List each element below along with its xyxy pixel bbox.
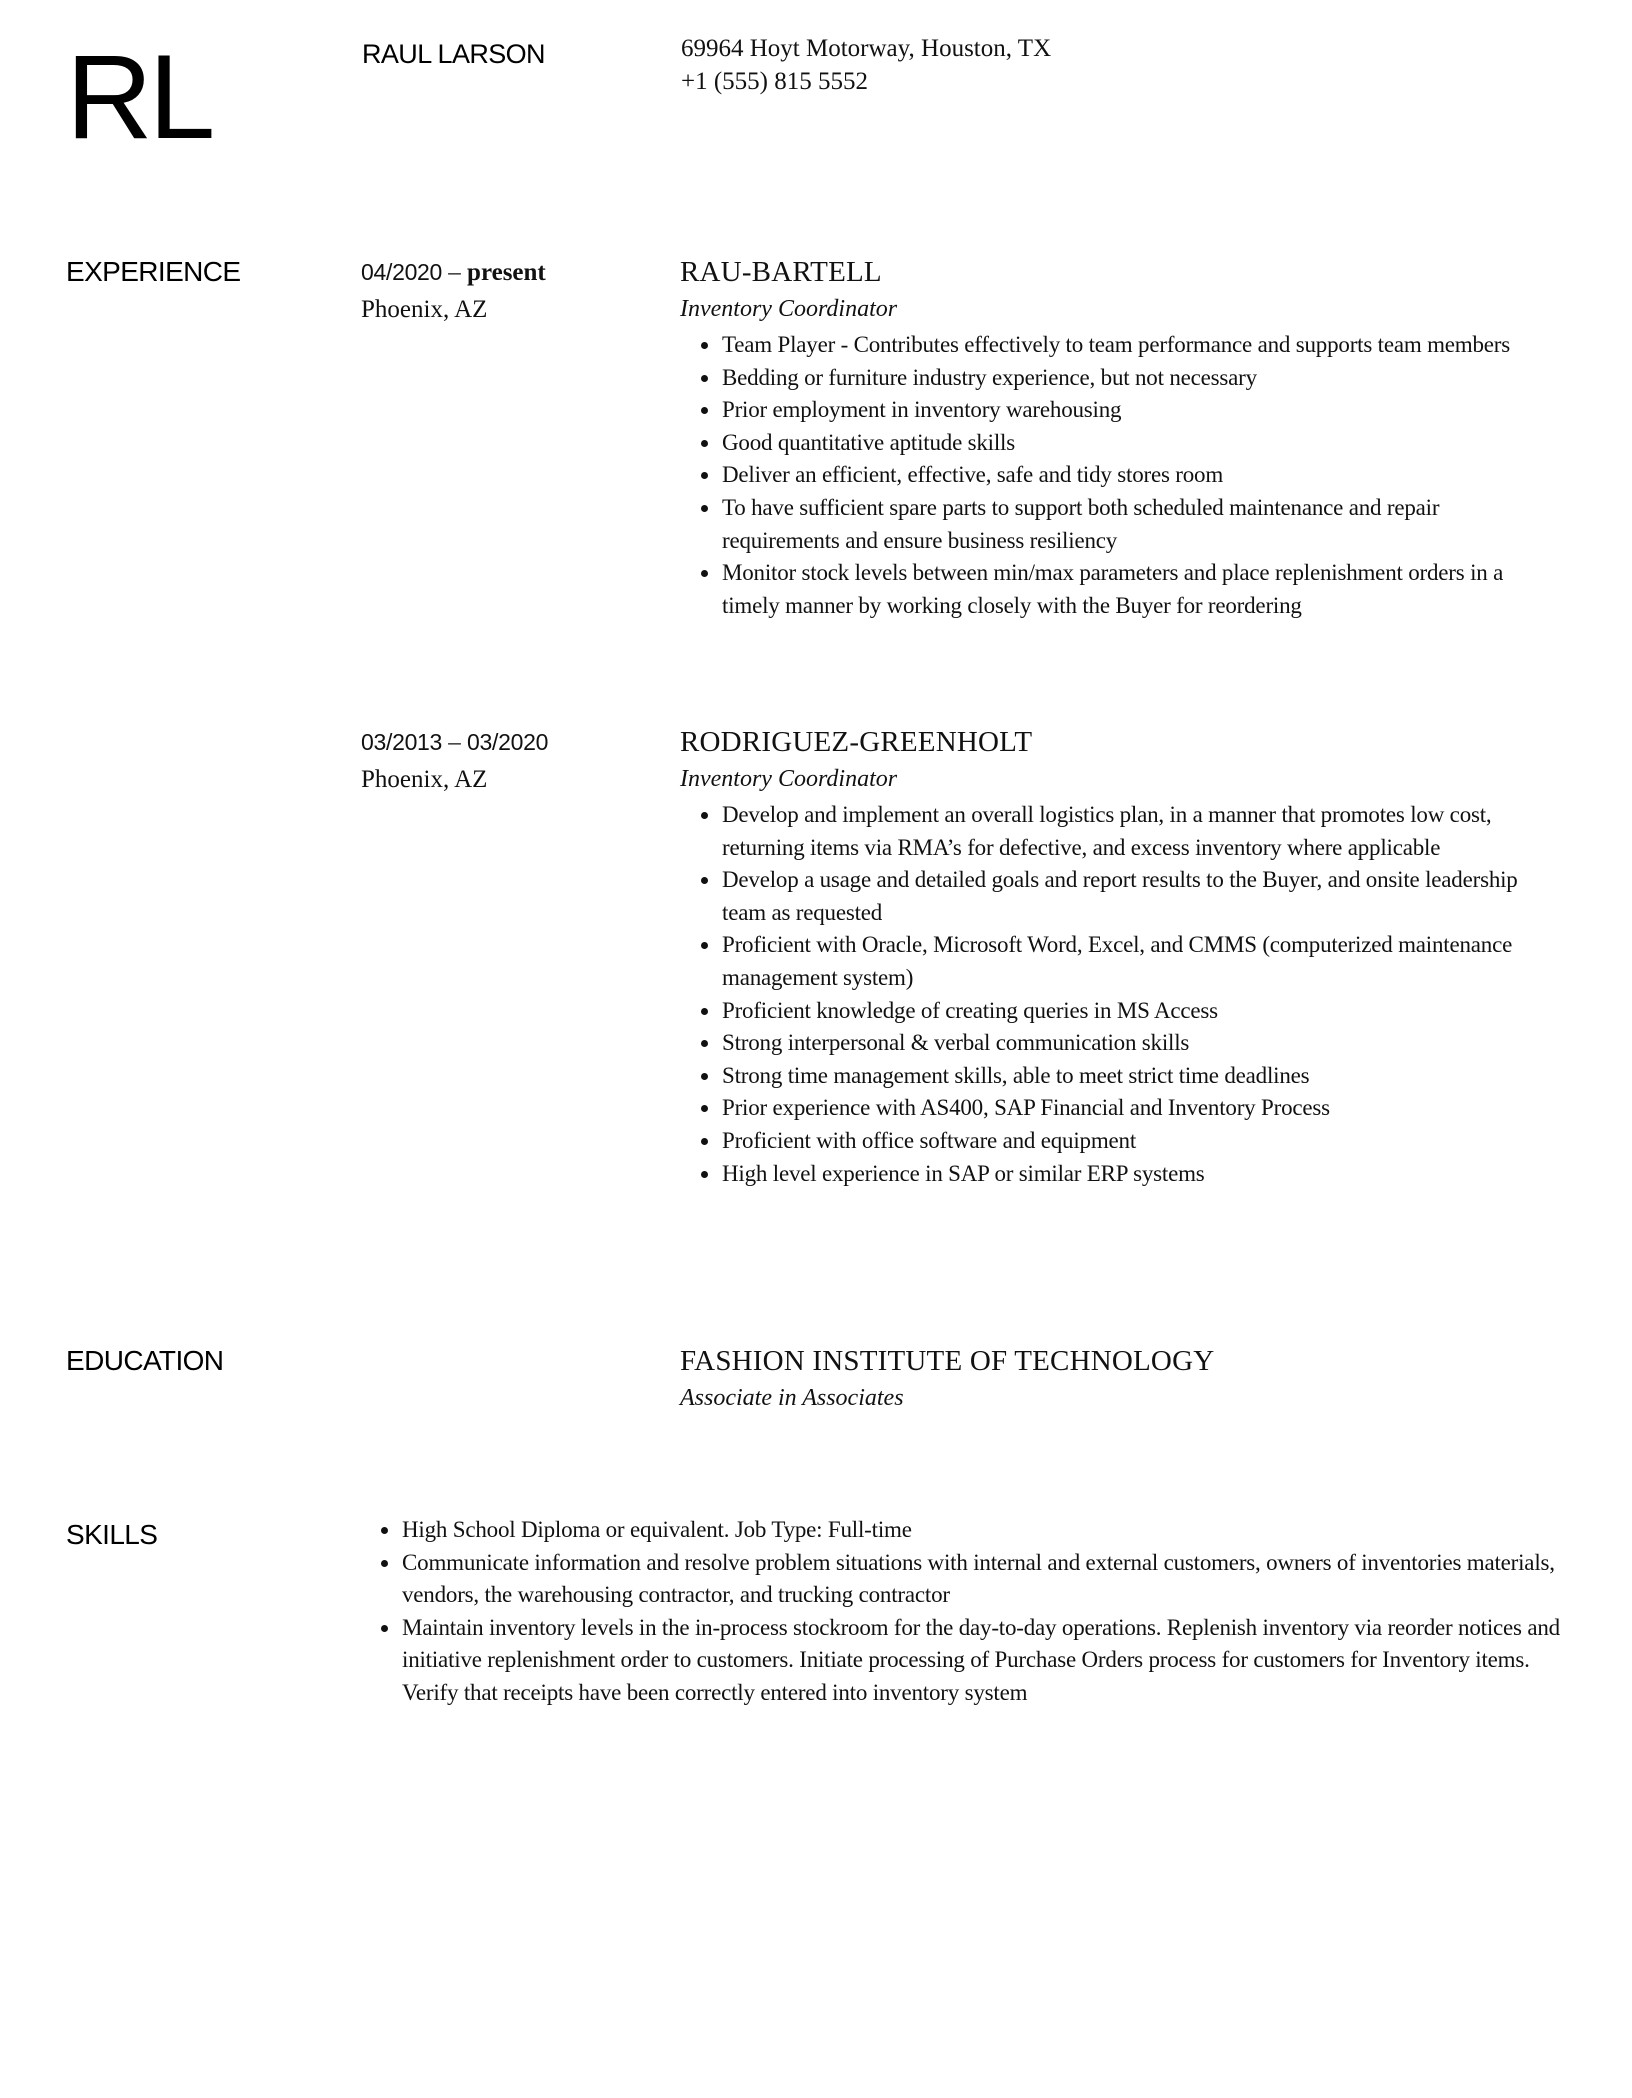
job-bullets [680,329,1560,622]
job-date-separator: – [442,729,468,756]
job-date-start: 04/2020 [361,259,443,285]
job-location: Phoenix, AZ [361,296,488,323]
monogram: RL [66,30,212,164]
list-item-text: Team Player - Contributes effectively to team performance and supports team members [722,332,1511,357]
bullet-icon [701,505,708,512]
skills-list [360,1514,1570,1710]
job-content [680,723,1560,1190]
list-item [680,864,1560,929]
list-item [360,1547,1570,1612]
bullet-icon [381,1625,388,1632]
bullet-icon [701,472,708,479]
job-date-start: 03/2013 [361,729,443,755]
list-item-text: Proficient with office software and equipment [722,1127,1137,1153]
list-item-text: Strong time management skills, able to meet strict time deadlines [722,1062,1310,1088]
list-item [680,329,1560,362]
bullet-icon [701,942,708,949]
list-item-text: Bedding or furniture industry experience, but not necessary [722,364,1257,390]
list-item-text: Develop and implement an overall logistics plan, in a manner that promotes low cost, returning items via RMA’s for defective, and excess inventory where applicable [722,802,1492,860]
school-name: FASHION INSTITUTE OF TECHNOLOGY [680,1345,1215,1377]
list-item-text: Proficient knowledge of creating queries in MS Access [722,997,1218,1023]
list-item [680,1060,1560,1093]
list-item [680,459,1560,492]
list-item [360,1612,1570,1710]
list-item-text: High School Diploma or equivalent. Job Type: Full-time [402,1517,912,1542]
contact-info [681,32,1051,98]
bullet-icon [381,1560,388,1567]
list-item-text: Maintain inventory levels in the in-process stockroom for the day-to-day operations. Replenish inventory via reorder notices and initiative replenishment order to customers. Initiate processing of Purchase Orders process for customers for Inventory items. Verify that receipts have been correctly entered into inventory system [402,1614,1560,1705]
address: 69964 Hoyt Motorway, Houston, TX [681,35,1052,62]
bullet-icon [701,342,708,349]
list-item-text: High level experience in SAP or similar ERP systems [722,1160,1205,1186]
skills-content [360,1512,1570,1710]
list-item-text: Deliver an efficient, effective, safe and tidy stores room [722,462,1224,488]
bullet-icon [701,375,708,382]
list-item [680,799,1560,864]
list-item [680,995,1560,1028]
company-name: RAU-BARTELL [680,256,882,288]
section-label-skills: SKILLS [66,1519,158,1550]
list-item [680,929,1560,994]
job-title: Inventory Coordinator [680,296,898,322]
job-date-separator: – [442,259,468,286]
list-item [360,1514,1570,1547]
job-content [680,253,1560,622]
bullet-icon [701,1171,708,1178]
phone: +1 (555) 815 5552 [681,68,868,95]
job-location: Phoenix, AZ [361,766,488,793]
job-bullets [680,799,1560,1190]
list-item [680,1158,1560,1191]
list-item [680,557,1560,622]
list-item-text: Prior employment in inventory warehousing [722,397,1122,423]
company-name: RODRIGUEZ-GREENHOLT [680,726,1033,758]
bullet-icon [701,812,708,819]
bullet-icon [381,1527,388,1534]
bullet-icon [701,1040,708,1047]
section-label-experience: EXPERIENCE [66,256,241,287]
list-item [680,362,1560,395]
bullet-icon [701,407,708,414]
job-dates [361,723,548,762]
degree: Associate in Associates [680,1385,904,1411]
list-item [680,427,1560,460]
bullet-icon [701,440,708,447]
list-item-text: Proficient with Oracle, Microsoft Word, Excel, and CMMS (computerized maintenance management system) [722,932,1513,990]
bullet-icon [701,570,708,577]
list-item-text: Good quantitative aptitude skills [722,429,1015,455]
section-label-education: EDUCATION [66,1345,224,1376]
job-title: Inventory Coordinator [680,766,898,792]
education-content [680,1342,1560,1416]
bullet-icon [701,1008,708,1015]
bullet-icon [701,1073,708,1080]
job-dates [361,253,546,292]
list-item-text: Strong interpersonal & verbal communication skills [722,1030,1190,1056]
bullet-icon [701,877,708,884]
list-item-text: Prior experience with AS400, SAP Financial and Inventory Process [722,1095,1330,1121]
job-date-end: present [467,259,546,286]
list-item-text: Monitor stock levels between min/max parameters and place replenishment orders in a timely manner by working closely with the Buyer for reordering [722,560,1504,618]
bullet-icon [701,1105,708,1112]
list-item-text: To have sufficient spare parts to support both scheduled maintenance and repair requirements and ensure business resiliency [722,494,1440,553]
list-item-text: Develop a usage and detailed goals and report results to the Buyer, and onsite leadership team as requested [722,867,1518,925]
list-item [680,1092,1560,1125]
candidate-name: RAUL LARSON [362,39,545,69]
list-item [680,492,1560,557]
bullet-icon [701,1138,708,1145]
job-date-end: 03/2020 [467,729,549,755]
list-item-text: Communicate information and resolve problem situations with internal and external customers, owners of inventories materials, vendors, the warehousing contractor, and trucking contractor [402,1549,1555,1608]
list-item [680,1125,1560,1158]
list-item [680,1027,1560,1060]
list-item [680,394,1560,427]
